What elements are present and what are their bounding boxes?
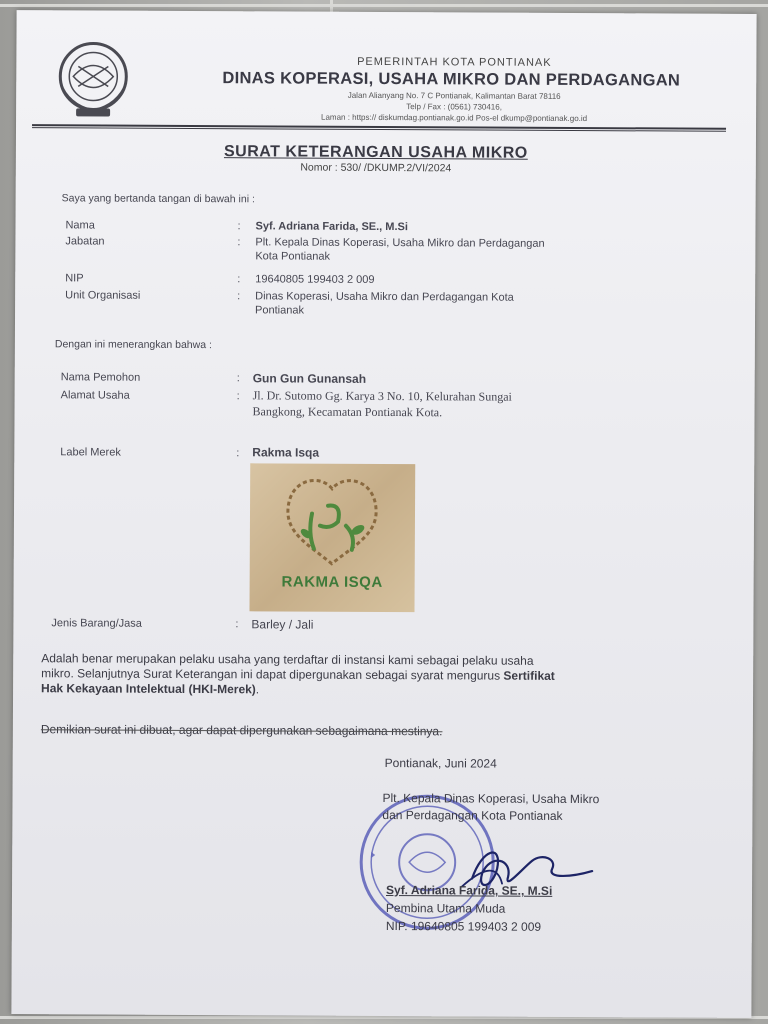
signer-nip: NIP. 19640805 199403 2 009: [385, 919, 542, 934]
body-line-3: [41, 681, 733, 700]
colon: :: [237, 273, 241, 286]
letter-number: Nomor : 530/ /DKUMP.2/VI/2024: [300, 161, 452, 175]
signer-position-line1: Plt. Kepala Dinas Koperasi, Usaha Mikro: [382, 790, 600, 807]
colon: :: [237, 220, 241, 233]
signer-name: Syf. Adriana Farida, SE., M.Si: [385, 883, 553, 898]
value-jabatan-line1: Plt. Kepala Dinas Koperasi, Usaha Mikro dan Perdagangan: [255, 236, 545, 250]
intro-applicant: Dengan ini menerangkan bahwa :: [54, 338, 212, 352]
place-date: Pontianak, Juni 2024: [384, 756, 497, 771]
value-alamat-line2: Bangkong, Kecamatan Pontianak Kota.: [252, 404, 443, 420]
body-line-2-text: mikro. Selanjutnya Surat Keterangan ini dapat dipergunakan sebagai syarat mengurus: [41, 666, 504, 683]
colon: :: [236, 447, 240, 460]
header-government: PEMERINTAH KOTA PONTIANAK: [357, 55, 552, 69]
label-nama: Nama: [65, 219, 95, 232]
body-line-2-bold: Sertifikat: [503, 668, 555, 683]
letter-title: SURAT KETERANGAN USAHA MIKRO: [223, 143, 528, 162]
value-merek: Rakma Isqa: [252, 445, 320, 460]
label-unit: Unit Organisasi: [65, 289, 141, 302]
header-address: Jalan Alianyang No. 7 C Pontianak, Kalimantan Barat 78116: [347, 90, 561, 101]
letter-paper: [11, 10, 756, 1018]
closing-sentence: Demikian surat ini dibuat, agar dapat dipergunakan sebagaimana mestinya.: [40, 722, 443, 739]
header-phone: Telp / Fax : (0561) 730416,: [406, 102, 502, 112]
colon: :: [236, 372, 240, 385]
floor-tile-line: [0, 4, 768, 7]
body-line-1: Adalah benar merupakan pelaku usaha yang terdaftar di instansi kami sebagai pelaku usaha: [41, 651, 534, 668]
colon: :: [236, 390, 240, 403]
signer-rank: Pembina Utama Muda: [385, 901, 506, 916]
label-merek: Label Merek: [60, 446, 121, 459]
colon: :: [235, 618, 239, 631]
body-line-3-text: .: [255, 682, 260, 697]
label-nama-pemohon: Nama Pemohon: [60, 371, 141, 384]
label-alamat: Alamat Usaha: [60, 389, 130, 402]
value-unit-line1: Dinas Koperasi, Usaha Mikro dan Perdagangan Kota: [255, 290, 514, 304]
value-nip: 19640805 199403 2 009: [255, 273, 375, 286]
label-nip: NIP: [65, 272, 84, 285]
value-jenis: Barley / Jali: [251, 617, 314, 632]
value-alamat-line1: Jl. Dr. Sutomo Gg. Karya 3 No. 10, Kelurahan Sungai: [252, 388, 512, 404]
header-web: Laman : https:// diskumdag.pontianak.go.id Pos-el dkump@pontianak.go.id: [321, 112, 588, 124]
colon: :: [237, 236, 241, 249]
value-nama-pemohon: Gun Gun Gunansah: [252, 371, 367, 386]
city-seal-icon: [48, 34, 138, 124]
brand-logo: [249, 463, 415, 612]
label-jenis: Jenis Barang/Jasa: [51, 617, 142, 630]
value-unit-line2: Pontianak: [255, 304, 305, 317]
brand-logo-text: RAKMA ISQA: [281, 573, 383, 591]
value-jabatan-line2: Kota Pontianak: [255, 250, 331, 263]
body-paragraph: [41, 651, 733, 700]
body-line-3-bold: Hak Kekayaan Intelektual (HKI-Merek): [41, 681, 256, 697]
value-nama: Syf. Adriana Farida, SE., M.Si: [255, 220, 408, 234]
header-department: DINAS KOPERASI, USAHA MIKRO DAN PERDAGANGAN: [222, 69, 681, 90]
intro-signer: Saya yang bertanda tangan di bawah ini :: [61, 192, 255, 206]
colon: :: [237, 290, 241, 303]
signer-position-line2: dan Perdagangan Kota Pontianak: [382, 807, 563, 823]
label-jabatan: Jabatan: [65, 235, 105, 248]
